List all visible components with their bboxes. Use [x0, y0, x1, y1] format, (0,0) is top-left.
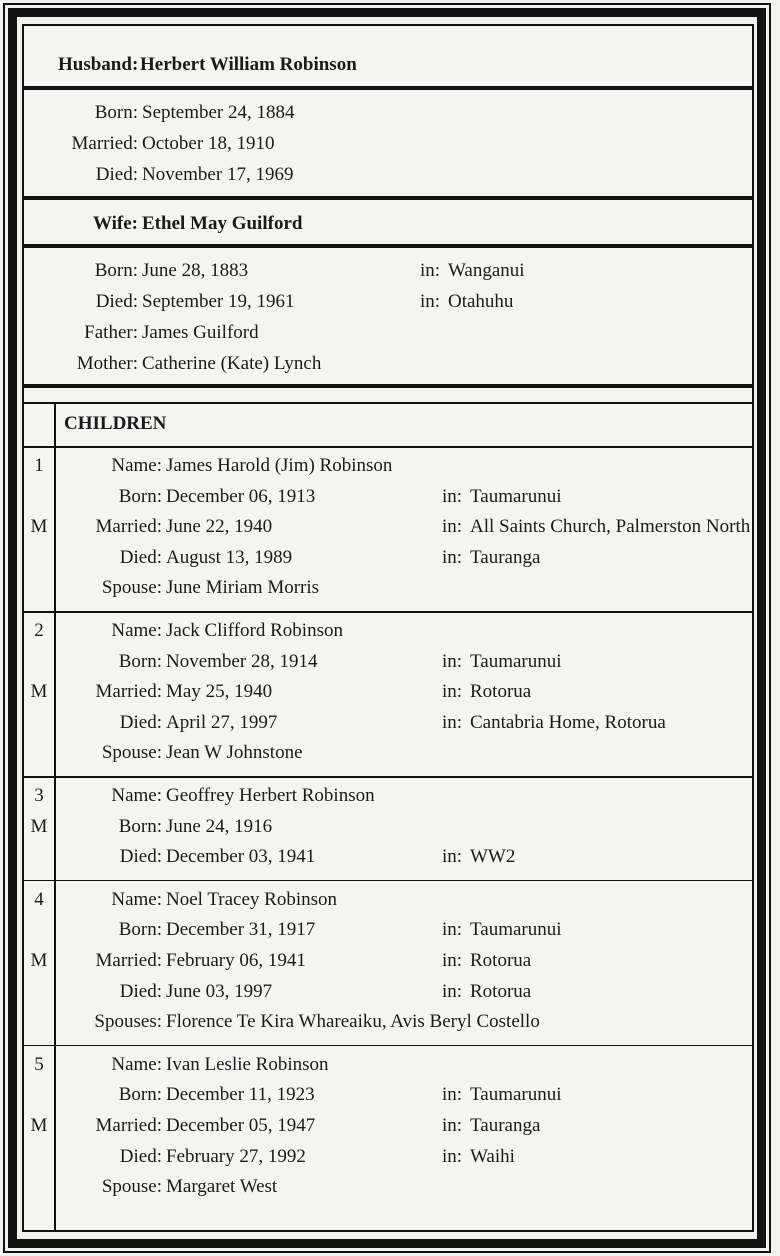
- child-number: 2: [34, 620, 44, 641]
- fact-label: Name:: [111, 888, 162, 910]
- divider: [24, 86, 752, 90]
- place-label: in:: [420, 260, 441, 281]
- place-label: in:: [442, 919, 463, 941]
- fact-label: Died:: [95, 291, 138, 312]
- fact-value: Jean W Johnstone: [166, 742, 303, 764]
- place-label: in:: [442, 546, 463, 568]
- place-value: Wanganui: [448, 260, 525, 281]
- place-value: Taumarunui: [470, 1084, 562, 1106]
- place-label: in:: [442, 485, 463, 507]
- child-sex: M: [30, 681, 48, 703]
- fact-value: June 22, 1940: [166, 516, 273, 538]
- divider: [24, 446, 752, 448]
- fact-value: December 05, 1947: [166, 1115, 316, 1136]
- fact-value: Ivan Leslie Robinson: [166, 1053, 329, 1075]
- place-label: in:: [442, 711, 463, 733]
- fact-value: February 06, 1941: [166, 950, 306, 971]
- fact-label: Married:: [95, 681, 162, 703]
- fact-value: December 31, 1917: [166, 919, 316, 941]
- place-label: in:: [442, 516, 463, 538]
- child-number: 5: [34, 1053, 44, 1075]
- fact-label: Died:: [119, 1145, 162, 1167]
- place-label: in:: [442, 1115, 463, 1136]
- fact-label: Spouse:: [101, 1176, 162, 1198]
- fact-label: Spouse:: [101, 742, 162, 764]
- divider: [24, 776, 752, 778]
- place-label: in:: [442, 1145, 463, 1167]
- fact-value: Jack Clifford Robinson: [166, 620, 343, 641]
- child-sex: M: [30, 950, 48, 971]
- sheet-body: [22, 24, 754, 1232]
- fact-label: Born:: [118, 485, 162, 507]
- fact-label: Died:: [119, 546, 162, 568]
- fact-value: December 06, 1913: [166, 485, 316, 507]
- fact-label: Married:: [95, 950, 162, 971]
- place-value: All Saints Church, Palmerston North: [470, 516, 751, 538]
- fact-value: James Harold (Jim) Robinson: [166, 455, 393, 476]
- place-label: in:: [442, 681, 463, 703]
- fact-label: Born:: [118, 815, 162, 837]
- fact-value: Florence Te Kira Whareaiku, Avis Beryl Costello: [166, 1011, 540, 1033]
- fact-label: Died:: [119, 980, 162, 1002]
- divider: [24, 1045, 752, 1047]
- child-sex: M: [30, 815, 48, 837]
- fact-value: November 17, 1969: [142, 164, 294, 185]
- place-label: in:: [420, 291, 441, 312]
- fact-label: Died:: [119, 846, 162, 868]
- place-label: in:: [442, 980, 463, 1002]
- fact-value: Noel Tracey Robinson: [166, 888, 337, 910]
- fact-value: October 18, 1910: [142, 133, 275, 154]
- fact-value: James Guilford: [142, 322, 259, 343]
- husband-heading-label: Husband:: [58, 54, 139, 75]
- fact-value: June Miriam Morris: [166, 577, 320, 599]
- fact-label: Born:: [118, 919, 162, 941]
- place-value: Taumarunui: [470, 485, 562, 507]
- place-label: in:: [442, 1084, 463, 1106]
- place-value: Taumarunui: [470, 919, 562, 941]
- divider: [24, 384, 752, 388]
- place-value: Tauranga: [470, 546, 541, 568]
- child-number: 3: [34, 785, 44, 806]
- fact-value: Catherine (Kate) Lynch: [142, 353, 322, 374]
- fact-label: Born:: [118, 1084, 162, 1106]
- fact-label: Died:: [119, 711, 162, 733]
- fact-value: June 28, 1883: [142, 260, 249, 281]
- fact-label: Born:: [94, 102, 138, 123]
- fact-value: April 27, 1997: [166, 711, 278, 733]
- fact-value: June 03, 1997: [166, 980, 273, 1002]
- fact-value: Margaret West: [166, 1176, 278, 1198]
- place-label: in:: [442, 846, 463, 868]
- fact-value: September 24, 1884: [142, 102, 295, 123]
- child-sex: M: [30, 1115, 48, 1136]
- place-value: WW2: [470, 846, 516, 868]
- number-column-rule: [54, 402, 56, 1230]
- place-value: Otahuhu: [448, 291, 514, 312]
- fact-label: Born:: [118, 650, 162, 672]
- fact-label: Father:: [84, 322, 138, 343]
- fact-label: Name:: [111, 455, 162, 476]
- fact-value: May 25, 1940: [166, 681, 273, 703]
- place-value: Cantabria Home, Rotorua: [470, 711, 666, 733]
- place-value: Tauranga: [470, 1115, 541, 1136]
- children-heading-label: CHILDREN: [64, 413, 167, 434]
- place-value: Rotorua: [470, 950, 532, 971]
- divider: [24, 611, 752, 613]
- fact-value: Geoffrey Herbert Robinson: [166, 785, 375, 806]
- fact-label: Name:: [111, 785, 162, 806]
- fact-value: December 11, 1923: [166, 1084, 315, 1106]
- place-value: Rotorua: [470, 681, 532, 703]
- fact-label: Spouse:: [101, 577, 162, 599]
- divider: [24, 402, 752, 404]
- place-label: in:: [442, 650, 463, 672]
- divider: [24, 880, 752, 882]
- fact-value: February 27, 1992: [166, 1145, 306, 1167]
- place-label: in:: [442, 950, 463, 971]
- fact-label: Born:: [94, 260, 138, 281]
- fact-value: September 19, 1961: [142, 291, 295, 312]
- fact-value: November 28, 1914: [166, 650, 318, 672]
- place-value: Waihi: [470, 1145, 515, 1167]
- fact-label: Married:: [71, 133, 138, 154]
- wife-heading-label: Wife:: [92, 213, 138, 234]
- fact-value: December 03, 1941: [166, 846, 316, 868]
- fact-label: Married:: [95, 516, 162, 538]
- fact-label: Name:: [111, 1053, 162, 1075]
- wife-name: Ethel May Guilford: [142, 213, 303, 234]
- fact-label: Spouses:: [94, 1011, 162, 1033]
- fact-label: Name:: [111, 620, 162, 641]
- fact-label: Died:: [95, 164, 138, 185]
- child-sex: M: [30, 516, 48, 538]
- fact-label: Married:: [95, 1115, 162, 1136]
- divider: [24, 196, 752, 200]
- divider: [24, 244, 752, 248]
- child-number: 1: [34, 455, 44, 476]
- husband-name: Herbert William Robinson: [140, 54, 357, 75]
- fact-value: August 13, 1989: [166, 546, 293, 568]
- fact-label: Mother:: [76, 353, 138, 374]
- place-value: Rotorua: [470, 980, 532, 1002]
- child-number: 4: [34, 888, 44, 910]
- place-value: Taumarunui: [470, 650, 562, 672]
- fact-value: June 24, 1916: [166, 815, 273, 837]
